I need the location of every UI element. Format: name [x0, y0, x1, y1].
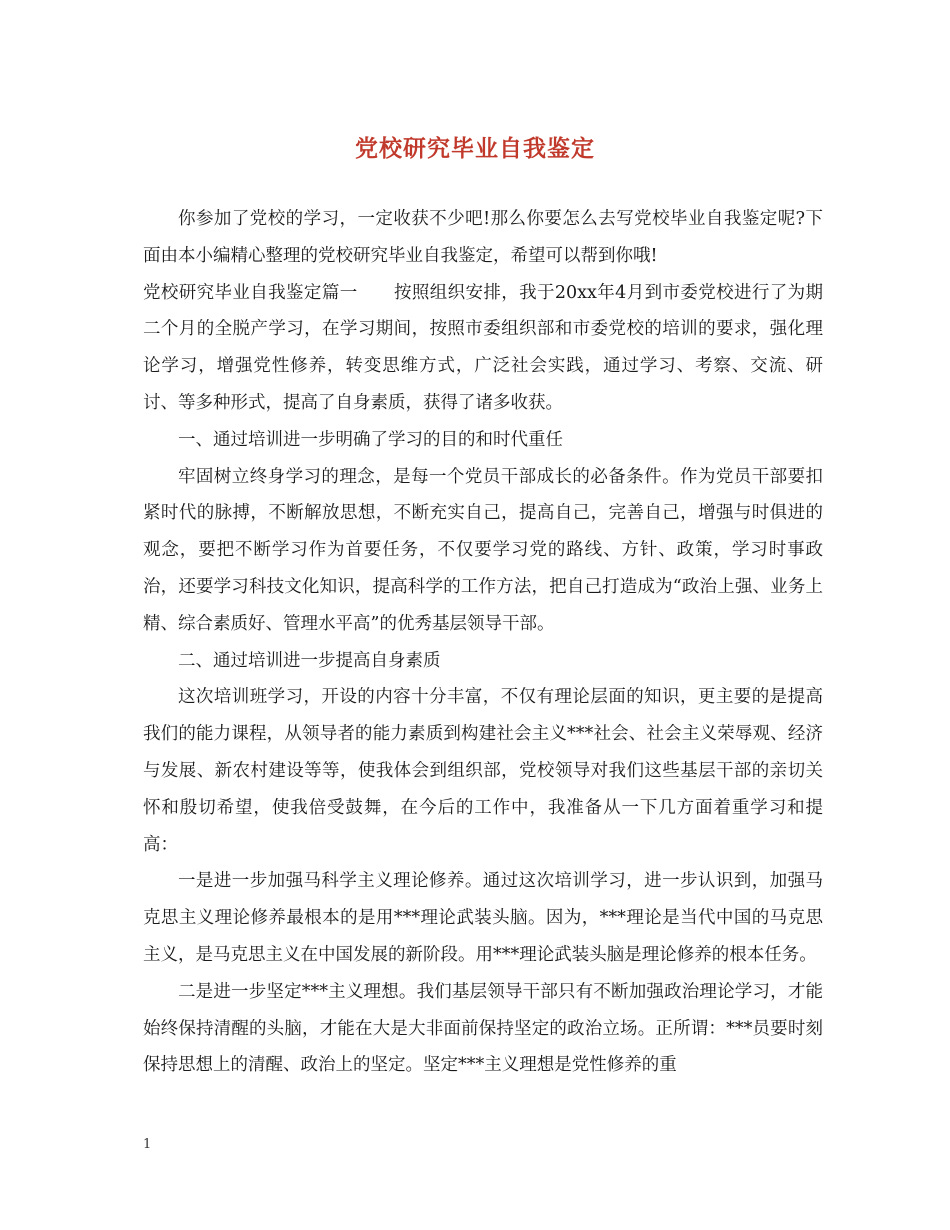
section1-paragraph: 牢固树立终身学习的理念，是每一个党员干部成长的必备条件。作为党员干部要扣紧时代的脉搏，不断解放思想，不断充实自己，提高自己，完善自己，增强与时俱进的观念，要把不断学习作为首要任务，不仅要学习党的路线、方针、政策，学习时事政治，还要学习科技文化知识，提高科学的工作方法，把自己打造成为“政治上强、业务上精、综合素质好、管理水平高”的优秀基层领导干部。	[143, 466, 823, 634]
document-title: 党校研究毕业自我鉴定	[355, 135, 595, 162]
intro-paragraph: 你参加了党校的学习，一定收获不少吧!那么你要怎么去写党校毕业自我鉴定呢?下面由本小编精心整理的党校研究毕业自我鉴定，希望可以帮到你哦!	[143, 209, 823, 266]
document-body	[143, 201, 823, 1084]
point1-paragraph: 一是进一步加强马科学主义理论修养。通过这次培训学习，进一步认识到，加强马克思主义理论修养最根本的是用***理论武装头脑。因为，***理论是当代中国的马克思主义，是马克思主义在中国发展的新阶段。用***理论武装头脑是理论修养的根本任务。	[143, 871, 823, 965]
first-section-paragraph	[143, 275, 823, 422]
point2-paragraph: 二是进一步坚定***主义理想。我们基层领导干部只有不断加强政治理论学习，才能始终保持清醒的头脑，才能在大是大非面前保持坚定的政治立场。正所谓：***员要时刻保持思想上的清醒、政治上的坚定。坚定***主义理想是党性修养的重	[143, 981, 823, 1076]
first-paragraph-text: 按照组织安排，我于20xx年4月到市委党校进行了为期二个月的全脱产学习，在学习期间，按照市委组织部和市委党校的培训的要求，强化理论学习，增强党性修养，转变思维方式，广泛社会实践，通过学习、考察、交流、研讨、等多种形式，提高了自身素质，获得了诸多收获。	[143, 282, 824, 413]
section2-paragraph: 这次培训班学习，开设的内容十分丰富，不仅有理论层面的知识，更主要的是提高我们的能力课程，从领导者的能力素质到构建社会主义***社会、社会主义荣辱观、经济与发展、新农村建设等等，使我体会到组织部，党校领导对我们这些基层干部的亲切关怀和殷切希望，使我倍受鼓舞，在今后的工作中，我准备从一下几方面着重学习和提高：	[143, 687, 823, 855]
section2-heading: 二、通过培训进一步提高自身素质	[178, 650, 441, 671]
page-number: 1	[143, 1137, 152, 1152]
first-heading: 党校研究毕业自我鉴定篇一	[143, 282, 358, 303]
section1-heading: 一、通过培训进一步明确了学习的目的和时代重任	[178, 429, 563, 450]
